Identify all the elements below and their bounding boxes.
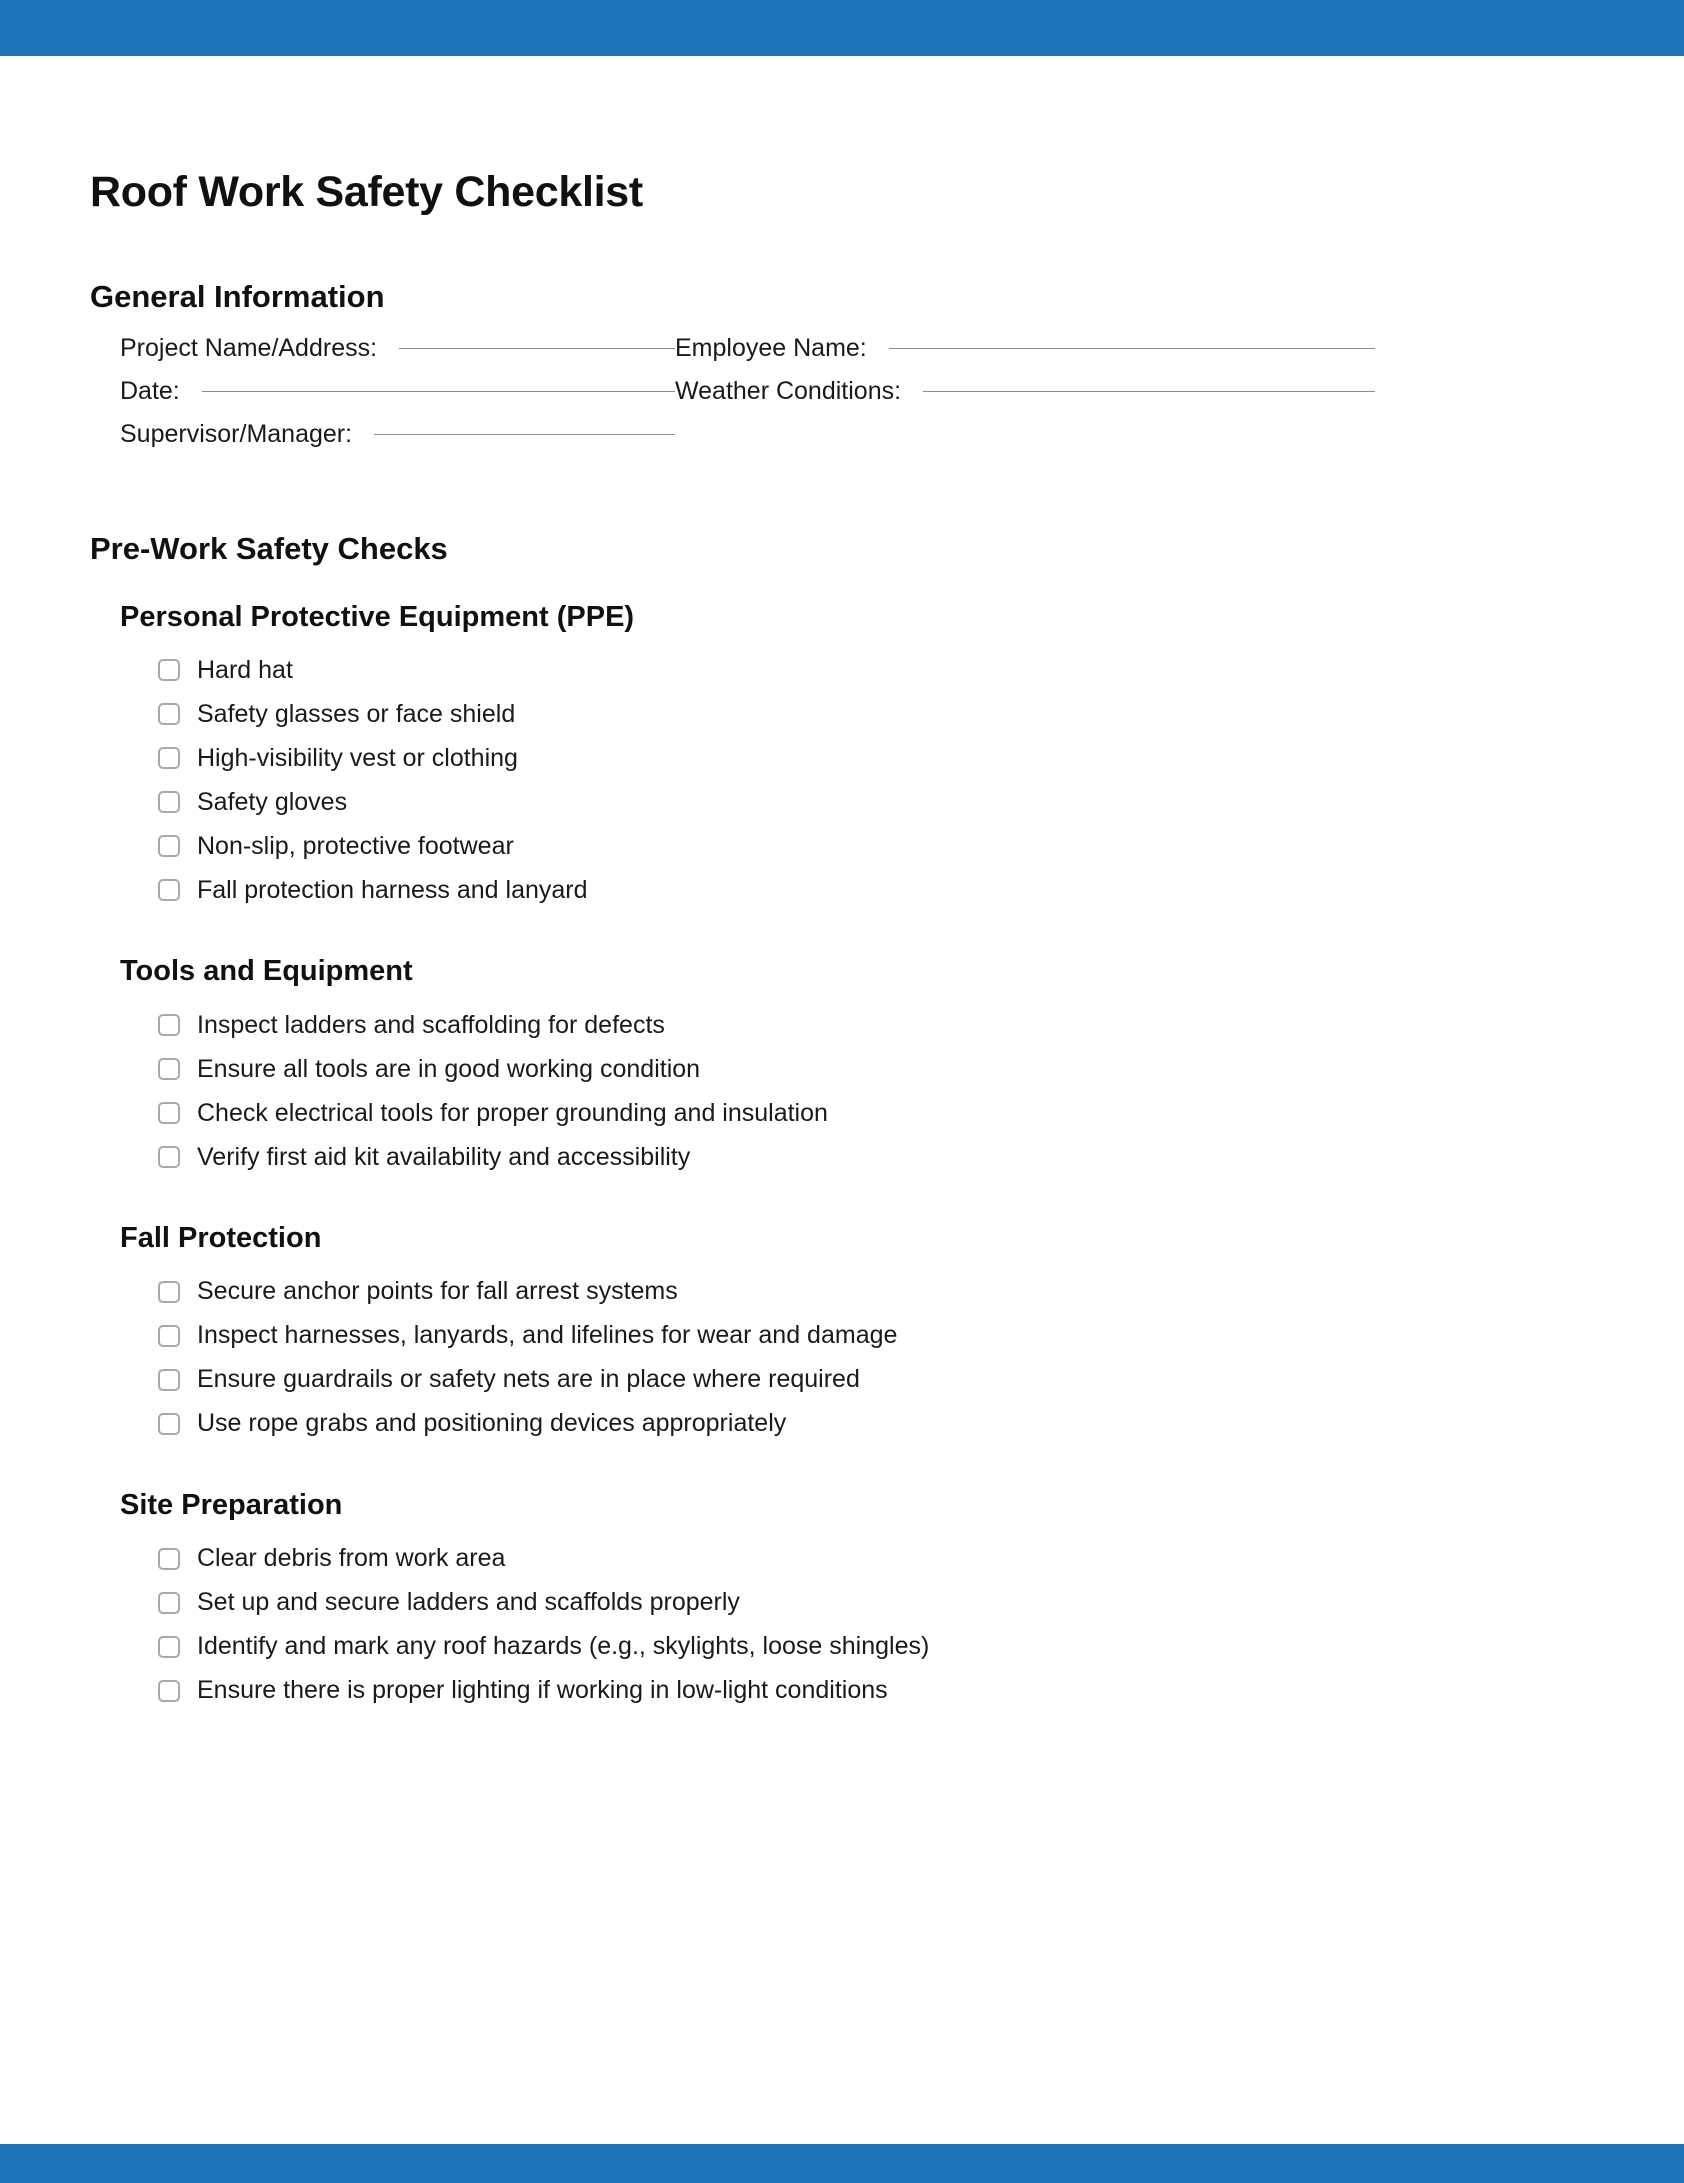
general-info-field-input-0[interactable] [399,348,675,349]
checklist-item-label: Verify first aid kit availability and accessibility [197,1142,691,1171]
checkbox-icon[interactable] [158,1102,180,1124]
checklist-item-label: Ensure guardrails or safety nets are in place where required [197,1365,860,1394]
checklist-item-label: Secure anchor points for fall arrest systems [197,1277,678,1306]
checklist-group-title: Site Preparation [120,1489,343,1522]
checklist-item[interactable] [158,1581,1594,1625]
checklist-item-label: Identify and mark any roof hazards (e.g., skylights, loose shingles) [197,1632,930,1661]
checklist-items [158,1537,1594,1713]
checklist-group [90,954,1594,1179]
checklist-item-label: Clear debris from work area [197,1544,506,1573]
page-title: Roof Work Safety Checklist [90,168,643,216]
document-body [0,56,1684,2183]
checkbox-icon[interactable] [158,1014,180,1036]
checkbox-icon[interactable] [158,747,180,769]
checklist-item[interactable] [158,648,1594,692]
checklist-item[interactable] [158,780,1594,824]
checklist-item[interactable] [158,1091,1594,1135]
general-info-field-input-1[interactable] [202,391,675,392]
pre-work-safety-checks-heading: Pre-Work Safety Checks [90,531,448,567]
checklist-items [158,1270,1594,1446]
checklist-item[interactable] [158,1402,1594,1446]
checkbox-icon[interactable] [158,1058,180,1080]
checkbox-icon[interactable] [158,1413,180,1435]
checkbox-icon[interactable] [158,1680,180,1702]
footer-accent-bar [0,2144,1684,2183]
general-info-field-label-0: Project Name/Address: [120,334,378,363]
checklist-group [90,1488,1594,1713]
checkbox-icon[interactable] [158,1281,180,1303]
checkbox-icon[interactable] [158,879,180,901]
general-information-left-column [120,327,675,456]
general-info-field-label-1: Weather Conditions: [675,377,902,406]
checkbox-icon[interactable] [158,1146,180,1168]
checklist-items [158,648,1594,912]
checklist-item-label: Ensure there is proper lighting if working in low-light conditions [197,1676,888,1705]
checkbox-icon[interactable] [158,835,180,857]
form-field-row [120,413,675,456]
section-general-information [90,278,1594,456]
checklist-item-label: Use rope grabs and positioning devices appropriately [197,1409,787,1438]
header-accent-bar [0,0,1684,56]
checklist-item-label: Check electrical tools for proper grounding and insulation [197,1098,828,1127]
checklist-item-label: Ensure all tools are in good working condition [197,1054,701,1083]
checklist-item-label: Non-slip, protective footwear [197,831,514,860]
checkbox-icon[interactable] [158,1636,180,1658]
general-information-right-column [675,327,1375,456]
general-info-field-input-0[interactable] [889,348,1375,349]
checklist-item[interactable] [158,1314,1594,1358]
checklist-item[interactable] [158,1135,1594,1179]
general-info-field-label-1: Date: [120,377,180,406]
checklist-group [90,1221,1594,1446]
checklist-item[interactable] [158,1270,1594,1314]
checkbox-icon[interactable] [158,703,180,725]
checklist-group-title: Personal Protective Equipment (PPE) [120,600,635,633]
form-field-row [120,327,675,370]
checklist-item-label: Hard hat [197,655,293,684]
general-info-field-label-2: Supervisor/Manager: [120,420,353,449]
checklist-group [90,600,1594,913]
checklist-group-title: Tools and Equipment [120,955,413,988]
checklist-group-title: Fall Protection [120,1222,322,1255]
checklist-item[interactable] [158,1625,1594,1669]
form-field-row [120,370,675,413]
checklist-item[interactable] [158,1537,1594,1581]
checklist-item-label: Set up and secure ladders and scaffolds properly [197,1588,740,1617]
checklist-item-label: Safety gloves [197,787,348,816]
checklist-item-label: Inspect harnesses, lanyards, and lifelines for wear and damage [197,1321,898,1350]
general-info-field-label-0: Employee Name: [675,334,867,363]
checklist-item[interactable] [158,736,1594,780]
checkbox-icon[interactable] [158,791,180,813]
checkbox-icon[interactable] [158,1369,180,1391]
checklist-item[interactable] [158,692,1594,736]
checklist-item-label: Fall protection harness and lanyard [197,875,588,904]
checklist-item-label: High-visibility vest or clothing [197,743,518,772]
checklist-item[interactable] [158,1003,1594,1047]
checklist-item[interactable] [158,1047,1594,1091]
checkbox-icon[interactable] [158,1548,180,1570]
checklist-item[interactable] [158,1669,1594,1713]
checklist-items [158,1003,1594,1179]
checkbox-icon[interactable] [158,1592,180,1614]
general-information-heading: General Information [90,279,385,315]
general-information-fields [120,327,1594,456]
section-pre-work-safety-checks [90,530,1594,1712]
checklist-item-label: Inspect ladders and scaffolding for defects [197,1010,665,1039]
checkbox-icon[interactable] [158,659,180,681]
checkbox-icon[interactable] [158,1325,180,1347]
checklist-item[interactable] [158,868,1594,912]
checklist-groups [90,600,1594,1713]
general-info-field-input-1[interactable] [923,391,1375,392]
general-info-field-input-2[interactable] [374,434,675,435]
checklist-item[interactable] [158,824,1594,868]
checklist-item[interactable] [158,1358,1594,1402]
checklist-item-label: Safety glasses or face shield [197,699,516,728]
form-field-row [675,370,1375,413]
form-field-row [675,327,1375,370]
